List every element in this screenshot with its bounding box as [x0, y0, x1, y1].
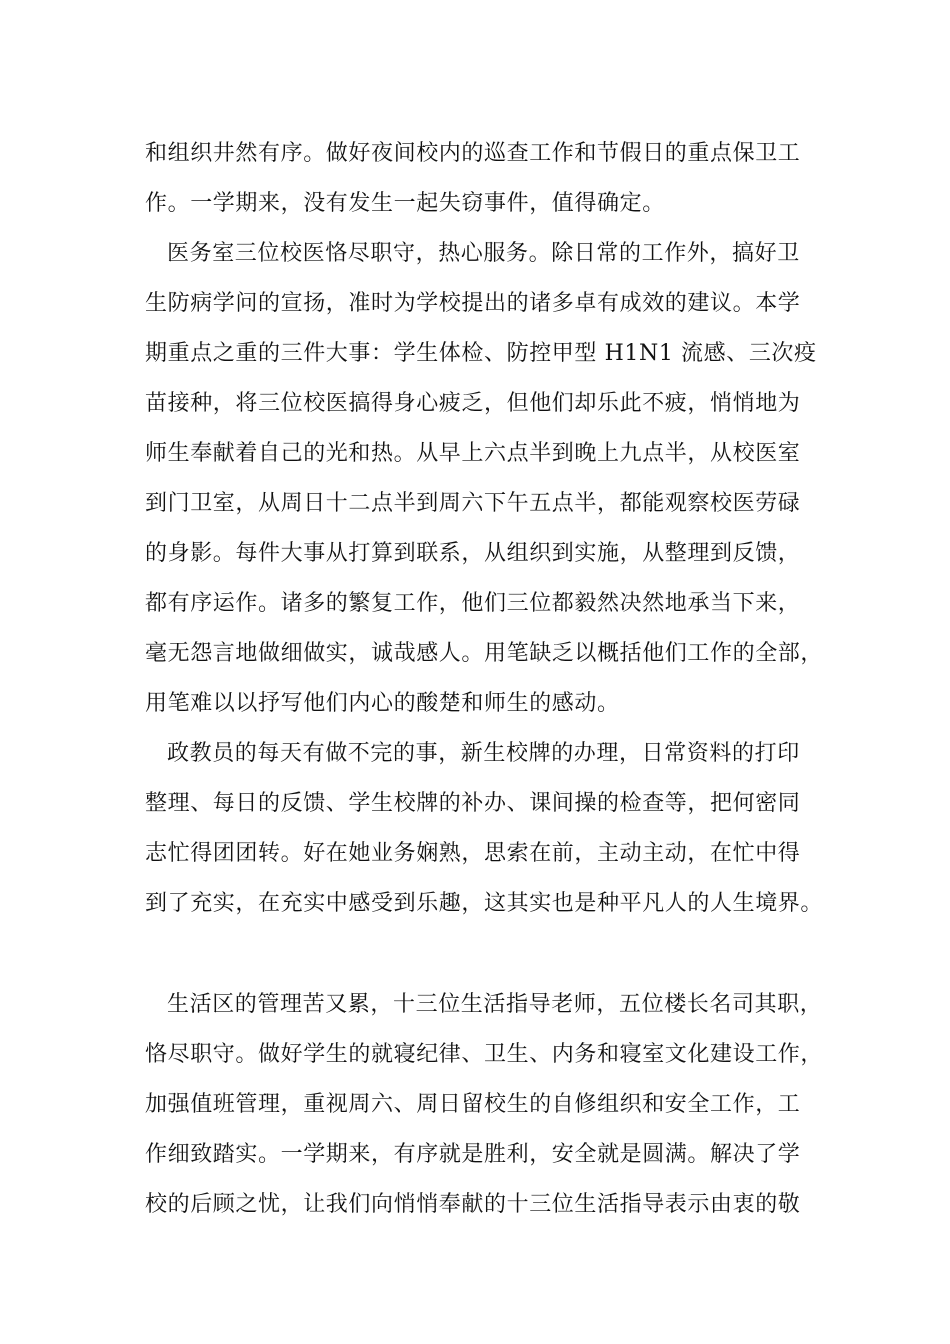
paragraph-line: 作。一学期来，没有发生一起失窃事件，值得确定。 — [145, 191, 665, 216]
paragraph-line: 苗接种，将三位校医搞得身心疲乏，但他们却乐此不疲，悄悄地为 — [145, 391, 801, 416]
paragraph-line: 生活区的管理苦又累，十三位生活指导老师，五位楼长名司其职， — [167, 992, 823, 1017]
paragraph-line: 作细致踏实。一学期来，有序就是胜利，安全就是圆满。解决了学 — [145, 1142, 801, 1167]
paragraph-line: 期重点之重的三件大事：学生体检、防控甲型 H1N1 流感、三次疫 — [145, 341, 817, 366]
paragraph-1 — [145, 129, 835, 229]
paragraph-line: 都有序运作。诸多的繁复工作，他们三位都毅然决然地承当下来， — [145, 591, 801, 616]
paragraph-line: 毫无怨言地做细做实，诚哉感人。用笔缺乏以概括他们工作的全部， — [145, 641, 824, 666]
paragraph-line: 到了充实，在充实中感受到乐趣，这其实也是种平凡人的人生境界。 — [145, 891, 824, 916]
paragraph-line: 校的后顾之忧，让我们向悄悄奉献的十三位生活指导表示由衷的敬 — [145, 1192, 801, 1217]
paragraph-line: 整理、每日的反馈、学生校牌的补办、课间操的检查等，把何密同 — [145, 791, 801, 816]
paragraph-line: 志忙得团团转。好在她业务娴熟，思索在前，主动主动，在忙中得 — [145, 841, 801, 866]
paragraph-line: 加强值班管理，重视周六、周日留校生的自修组织和安全工作，工 — [145, 1092, 801, 1117]
paragraph-line: 师生奉献着自己的光和热。从早上六点半到晚上九点半，从校医室 — [145, 441, 801, 466]
paragraph-line: 医务室三位校医恪尽职守，热心服务。除日常的工作外，搞好卫 — [167, 241, 800, 266]
paragraph-2 — [145, 229, 835, 729]
paragraph-line: 生防病学问的宣扬，准时为学校提出的诸多卓有成效的建议。本学 — [145, 291, 801, 316]
paragraph-line: 到门卫室，从周日十二点半到周六下午五点半，都能观察校医劳碌 — [145, 491, 801, 516]
paragraph-line: 和组织井然有序。做好夜间校内的巡查工作和节假日的重点保卫工 — [145, 141, 801, 166]
paragraph-line: 的身影。每件大事从打算到联系，从组织到实施，从整理到反馈， — [145, 541, 801, 566]
document-body — [145, 129, 835, 929]
paragraph-line: 恪尽职守。做好学生的就寝纪律、卫生、内务和寝室文化建设工作， — [145, 1042, 824, 1067]
paragraph-4 — [145, 980, 835, 1230]
paragraph-line: 用笔难以以抒写他们内心的酸楚和师生的感动。 — [145, 691, 620, 716]
paragraph-line: 政教员的每天有做不完的事，新生校牌的办理，日常资料的打印 — [167, 741, 800, 766]
document-body-continued — [145, 980, 835, 1230]
paragraph-3 — [145, 729, 835, 929]
